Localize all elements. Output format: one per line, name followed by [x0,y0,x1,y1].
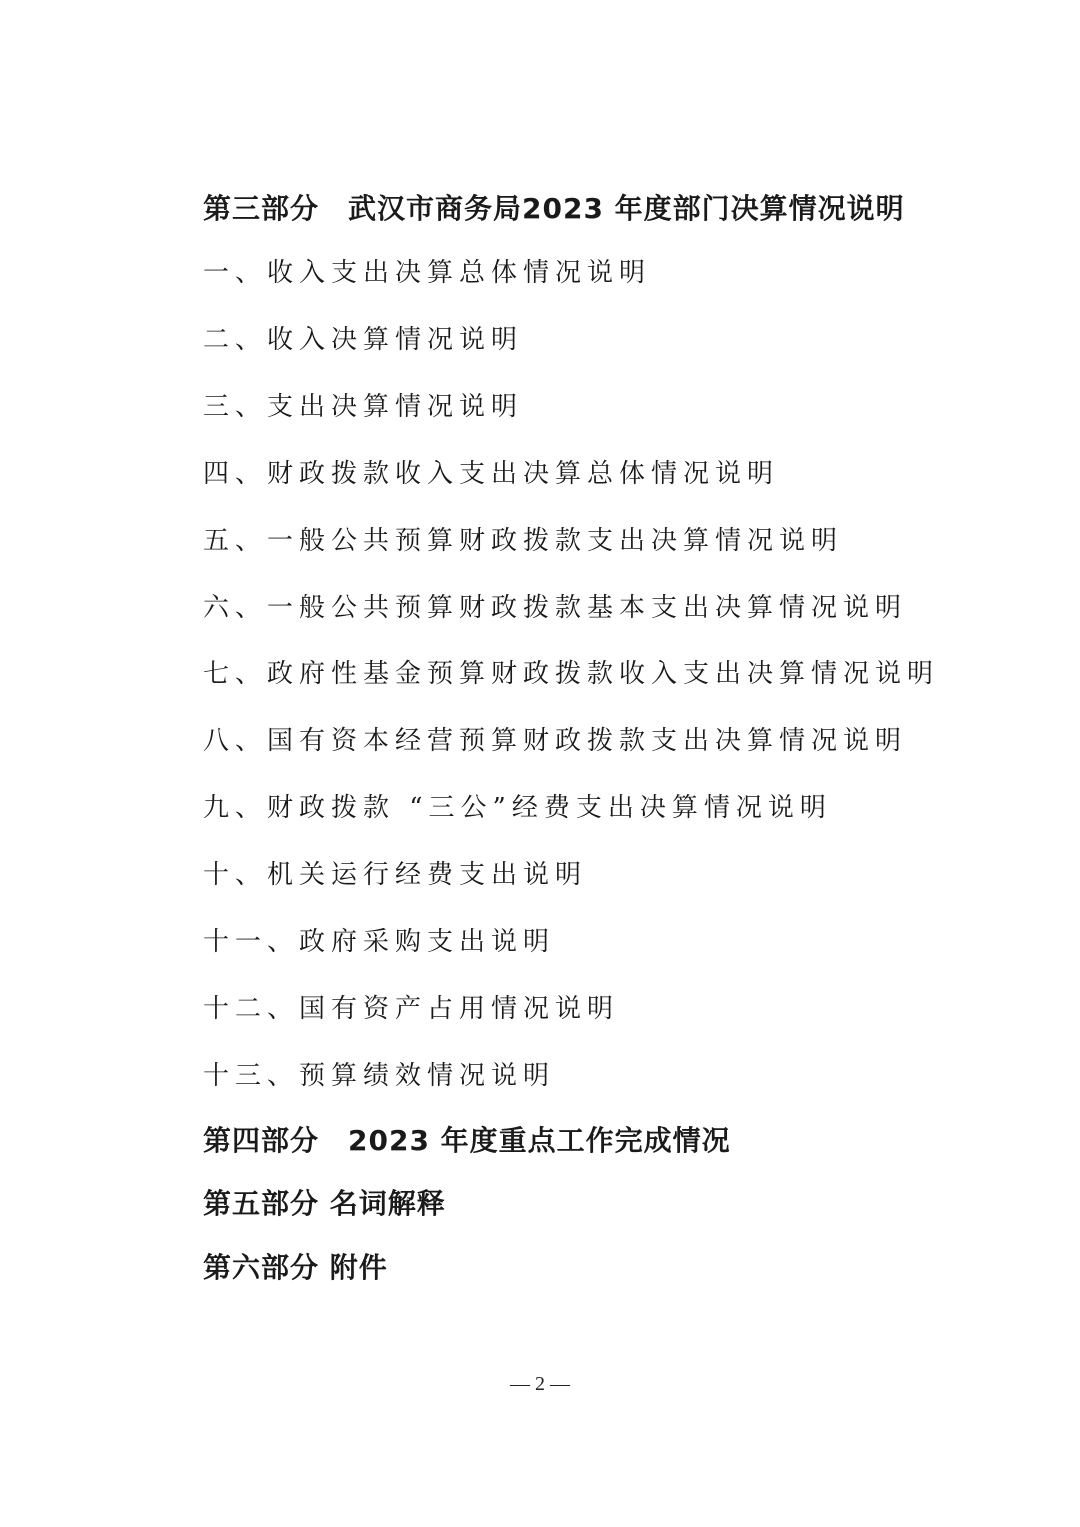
part5-heading: 第五部分 名词解释 [203,1187,446,1220]
part6-heading: 第六部分 附件 [203,1251,388,1284]
toc-item-13: 十三、预算绩效情况说明 [203,1061,556,1091]
toc-item-11: 十一、政府采购支出说明 [203,927,556,957]
toc-item-7: 七、政府性基金预算财政拨款收入支出决算情况说明 [203,659,940,689]
toc-item-12: 十二、国有资产占用情况说明 [203,994,620,1024]
toc-item-10: 十、机关运行经费支出说明 [203,860,588,890]
toc-item-4: 四、财政拨款收入支出决算总体情况说明 [203,459,780,489]
toc-item-8: 八、国有资本经营预算财政拨款支出决算情况说明 [203,726,908,756]
page-number: — 2 — [510,1373,570,1395]
toc-item-2: 二、收入决算情况说明 [203,325,524,355]
toc-item-1: 一、收入支出决算总体情况说明 [203,258,652,288]
toc-item-6: 六、一般公共预算财政拨款基本支出决算情况说明 [203,593,908,623]
toc-item-5: 五、一般公共预算财政拨款支出决算情况说明 [203,526,844,556]
toc-item-9: 九、财政拨款 “三公”经费支出决算情况说明 [203,793,832,823]
part3-heading: 第三部分 武汉市商务局2023 年度部门决算情况说明 [203,192,905,225]
toc-item-3: 三、支出决算情况说明 [203,392,524,422]
part4-heading: 第四部分 2023 年度重点工作完成情况 [203,1124,731,1157]
